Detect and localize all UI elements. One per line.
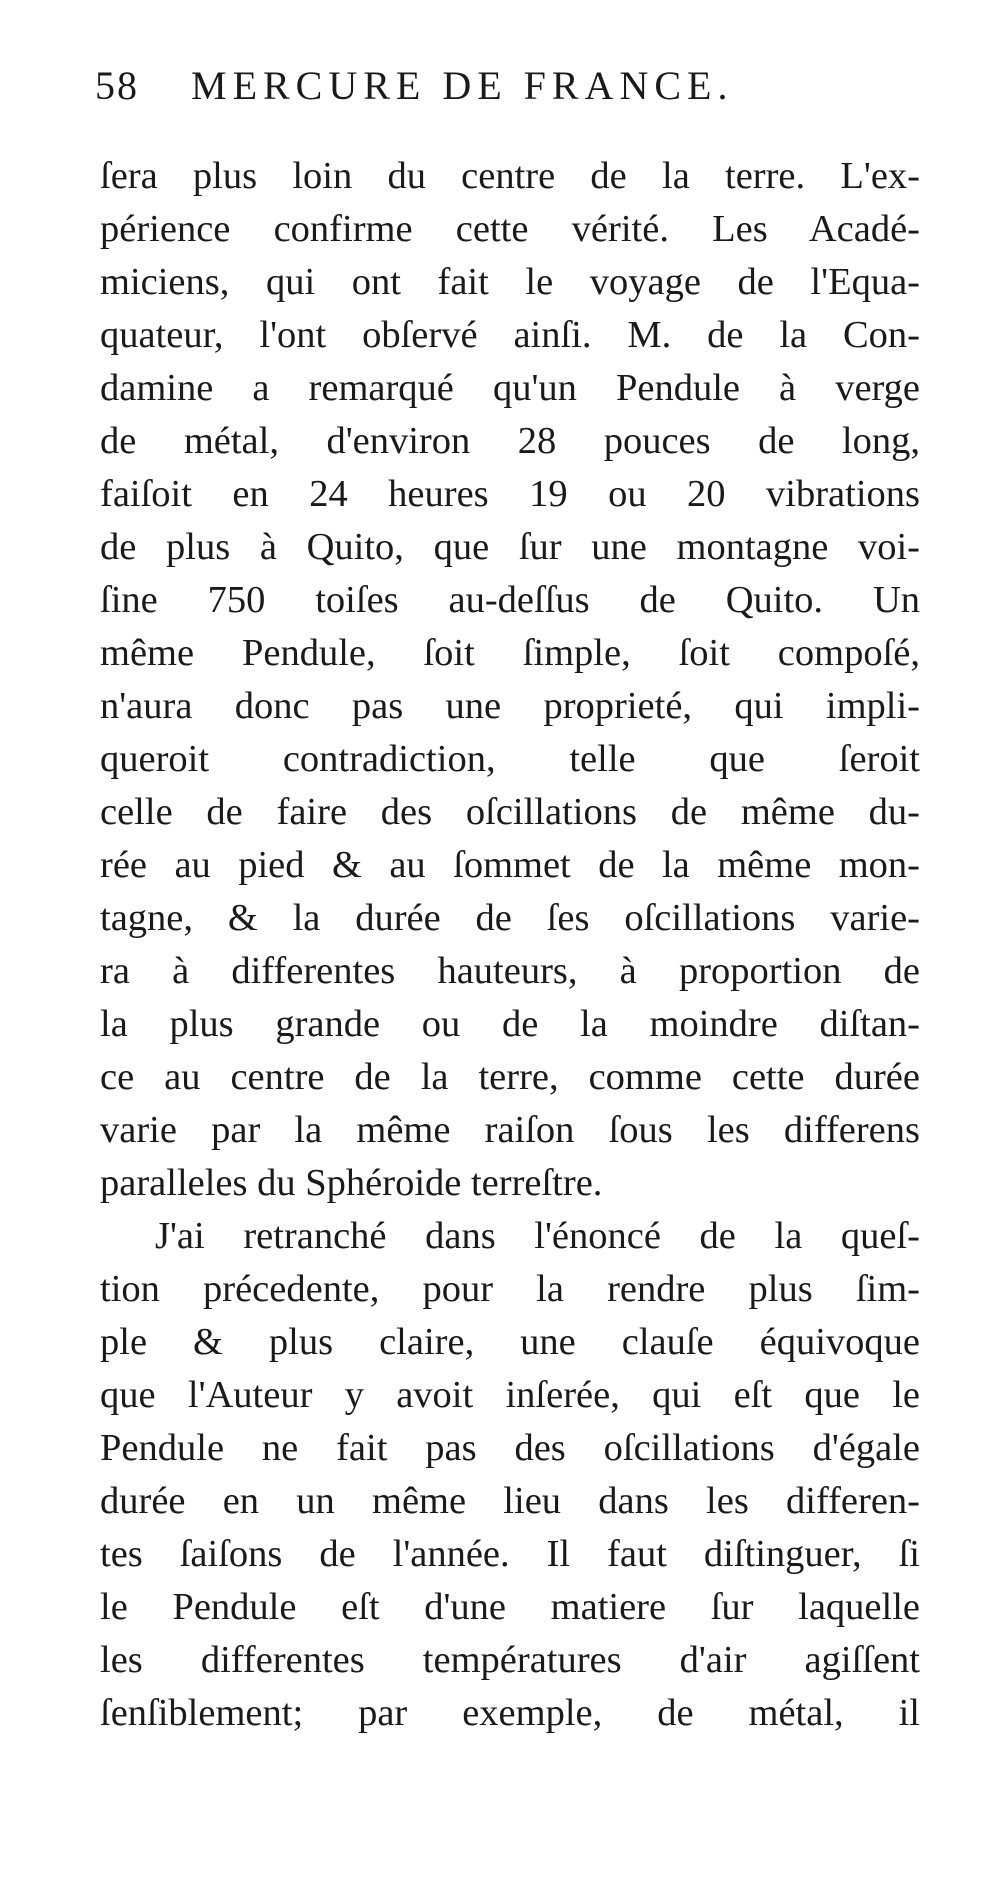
text-line: durée en un même lieu dans les differen- [100,1480,920,1522]
body-text [100,150,920,1740]
text-line: de métal, d'environ 28 pouces de long, [100,420,920,462]
text-line: ra à differentes hauteurs, à proportion de [100,950,920,992]
text-line: de plus à Quito, que ſur une montagne voi- [100,526,920,568]
text-line: la plus grande ou de la moindre diſtan- [100,1003,920,1045]
text-line: ple & plus claire, une clauſe équivoque [100,1321,920,1363]
text-line: que l'Auteur y avoit inſerée, qui eſt que le [100,1374,920,1416]
paragraph-start-line: J'ai retranché dans l'énoncé de la queſ- [155,1215,920,1257]
text-line: tes ſaiſons de l'année. Il faut diſtinguer, ſi [100,1533,920,1575]
text-line: ſenſiblement; par exemple, de métal, il [100,1692,920,1734]
text-line: miciens, qui ont fait le voyage de l'Equa- [100,261,920,303]
page-number: 58 [95,63,139,108]
text-line: tion précedente, pour la rendre plus ſim- [100,1268,920,1310]
paragraph-end-line: paralleles du Sphéroide terreſtre. [100,1162,603,1204]
journal-title: MERCURE DE FRANCE. [191,63,734,108]
text-line: les differentes températures d'air agiſſent [100,1639,920,1681]
text-line: faiſoit en 24 heures 19 ou 20 vibrations [100,473,920,515]
text-line: Pendule ne fait pas des oſcillations d'égale [100,1427,920,1469]
text-line: même Pendule, ſoit ſimple, ſoit compoſé, [100,632,920,674]
text-line: n'aura donc pas une proprieté, qui impli- [100,685,920,727]
text-line: le Pendule eſt d'une matiere ſur laquelle [100,1586,920,1628]
text-line: périence confirme cette vérité. Les Acadé- [100,208,920,250]
text-line: ſine 750 toiſes au-deſſus de Quito. Un [100,579,920,621]
text-line: varie par la même raiſon ſous les differens [100,1109,920,1151]
text-line: ſera plus loin du centre de la terre. L'ex- [100,155,920,197]
text-line: quateur, l'ont obſervé ainſi. M. de la Con- [100,314,920,356]
text-line: damine a remarqué qu'un Pendule à verge [100,367,920,409]
text-line: celle de faire des oſcillations de même du- [100,791,920,833]
text-line: ce au centre de la terre, comme cette durée [100,1056,920,1098]
text-line: queroit contradiction, telle que ſeroit [100,738,920,780]
text-line: rée au pied & au ſommet de la même mon- [100,844,920,886]
text-line: tagne, & la durée de ſes oſcillations varie- [100,897,920,939]
running-head [95,62,875,112]
